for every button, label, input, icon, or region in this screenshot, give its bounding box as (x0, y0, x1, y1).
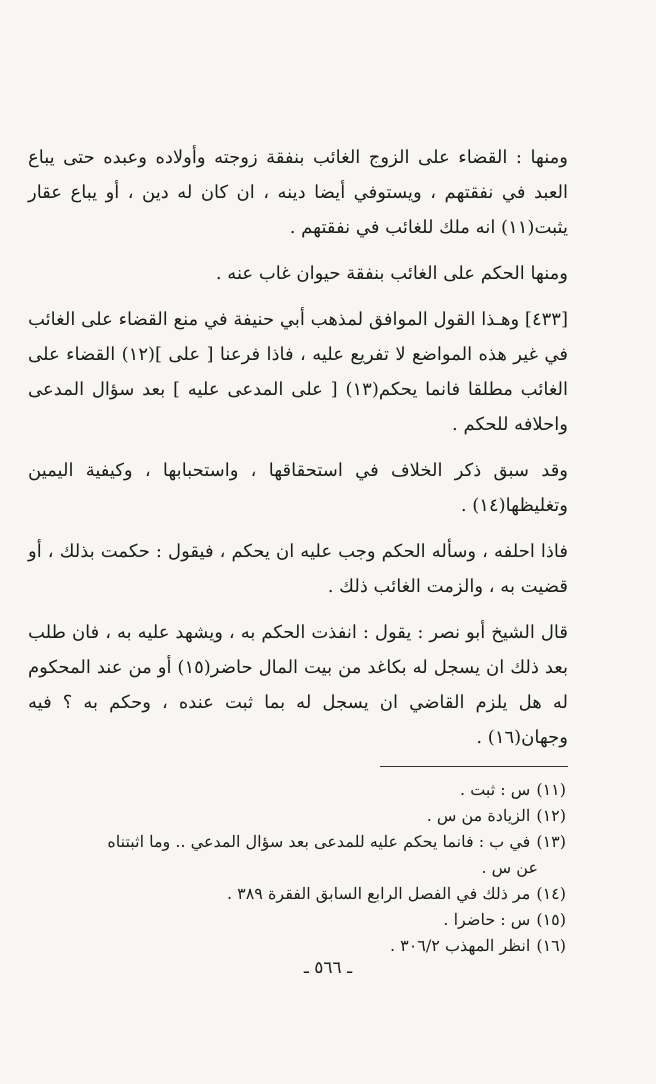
footnote (28, 933, 568, 959)
footnote-number: (١٥) (536, 910, 566, 929)
footnote-text: س : حاضرا . (443, 910, 531, 929)
footnote-number: (١٢) (536, 806, 566, 825)
footnote-number: (١٤) (536, 884, 566, 903)
paragraph-5: فاذا احلفه ، وسأله الحكم وجب عليه ان يحكم ، فيقول : حكمت بذلك ، أو قضيت به ، والزمت الغائب ذلك . (28, 541, 568, 597)
footnote-number: (١٦) (536, 936, 566, 955)
footnote (28, 907, 568, 933)
paragraph-1: ومنها : القضاء على الزوج الغائب بنفقة زوجته وأولاده وعبده حتى يباع العبد في نفقتهم ، ويستوفي أيضا دينه ، ان كان له دين ، أو يباع عقار يثبت(١١) انه ملك للغائب في نفقتهم . (28, 147, 568, 238)
paragraph-3: [٤٣٣] وهـذا القول الموافق لمذهب أبي حنيفة في منع القضاء على الغائب في غير هذه المواضع لا تفريع عليه ، فاذا فرعنا [ على ](١٢) القضاء على الغائب مطلقا فانما يحكم(١٣) [ على المدعى عليه ] بعد سؤال المدعى واحلافه للحكم . (28, 309, 568, 435)
footnote-number: (١٣) (536, 832, 566, 851)
footnote-text: مر ذلك في الفصل الرابع السابق الفقرة ٣٨٩ . (226, 884, 531, 903)
page-number: ـ ٥٦٦ ـ (303, 958, 353, 978)
footnote-continuation: عن س . (481, 858, 538, 877)
footnote-text: الزيادة من س . (426, 806, 531, 825)
footnote (28, 803, 568, 829)
footnote-text: س : ثبت . (460, 780, 531, 799)
footnote (28, 881, 568, 907)
footnote-text: انظر المهذب ٣٠٦/٢ . (389, 936, 531, 955)
footnotes (28, 777, 568, 959)
paragraph-6: قال الشيخ أبو نصر : يقول : انفذت الحكم به ، ويشهد عليه به ، فان طلب بعد ذلك ان يسجل له بكاغد من بيت المال حاضر(١٥) أو من عند المحكوم له هل يلزم القاضي ان يسجل له بما ثبت عنده ، وحكم به ؟ فيه وجهان(١٦) . (28, 622, 568, 748)
footnote (28, 777, 568, 803)
footnote-divider (380, 766, 568, 767)
page-body (28, 140, 568, 959)
footnote (28, 829, 568, 855)
paragraph-2: ومنها الحكم على الغائب بنفقة حيوان غاب عنه . (215, 263, 568, 284)
paragraph-4: وقد سبق ذكر الخلاف في استحقاقها ، واستحبابها ، وكيفية اليمين وتغليظها(١٤) . (28, 460, 568, 516)
footnote-number: (١١) (536, 780, 566, 799)
footnote-text: في ب : فانما يحكم عليه للمدعى بعد سؤال المدعي .. وما اثبتناه (107, 832, 531, 851)
